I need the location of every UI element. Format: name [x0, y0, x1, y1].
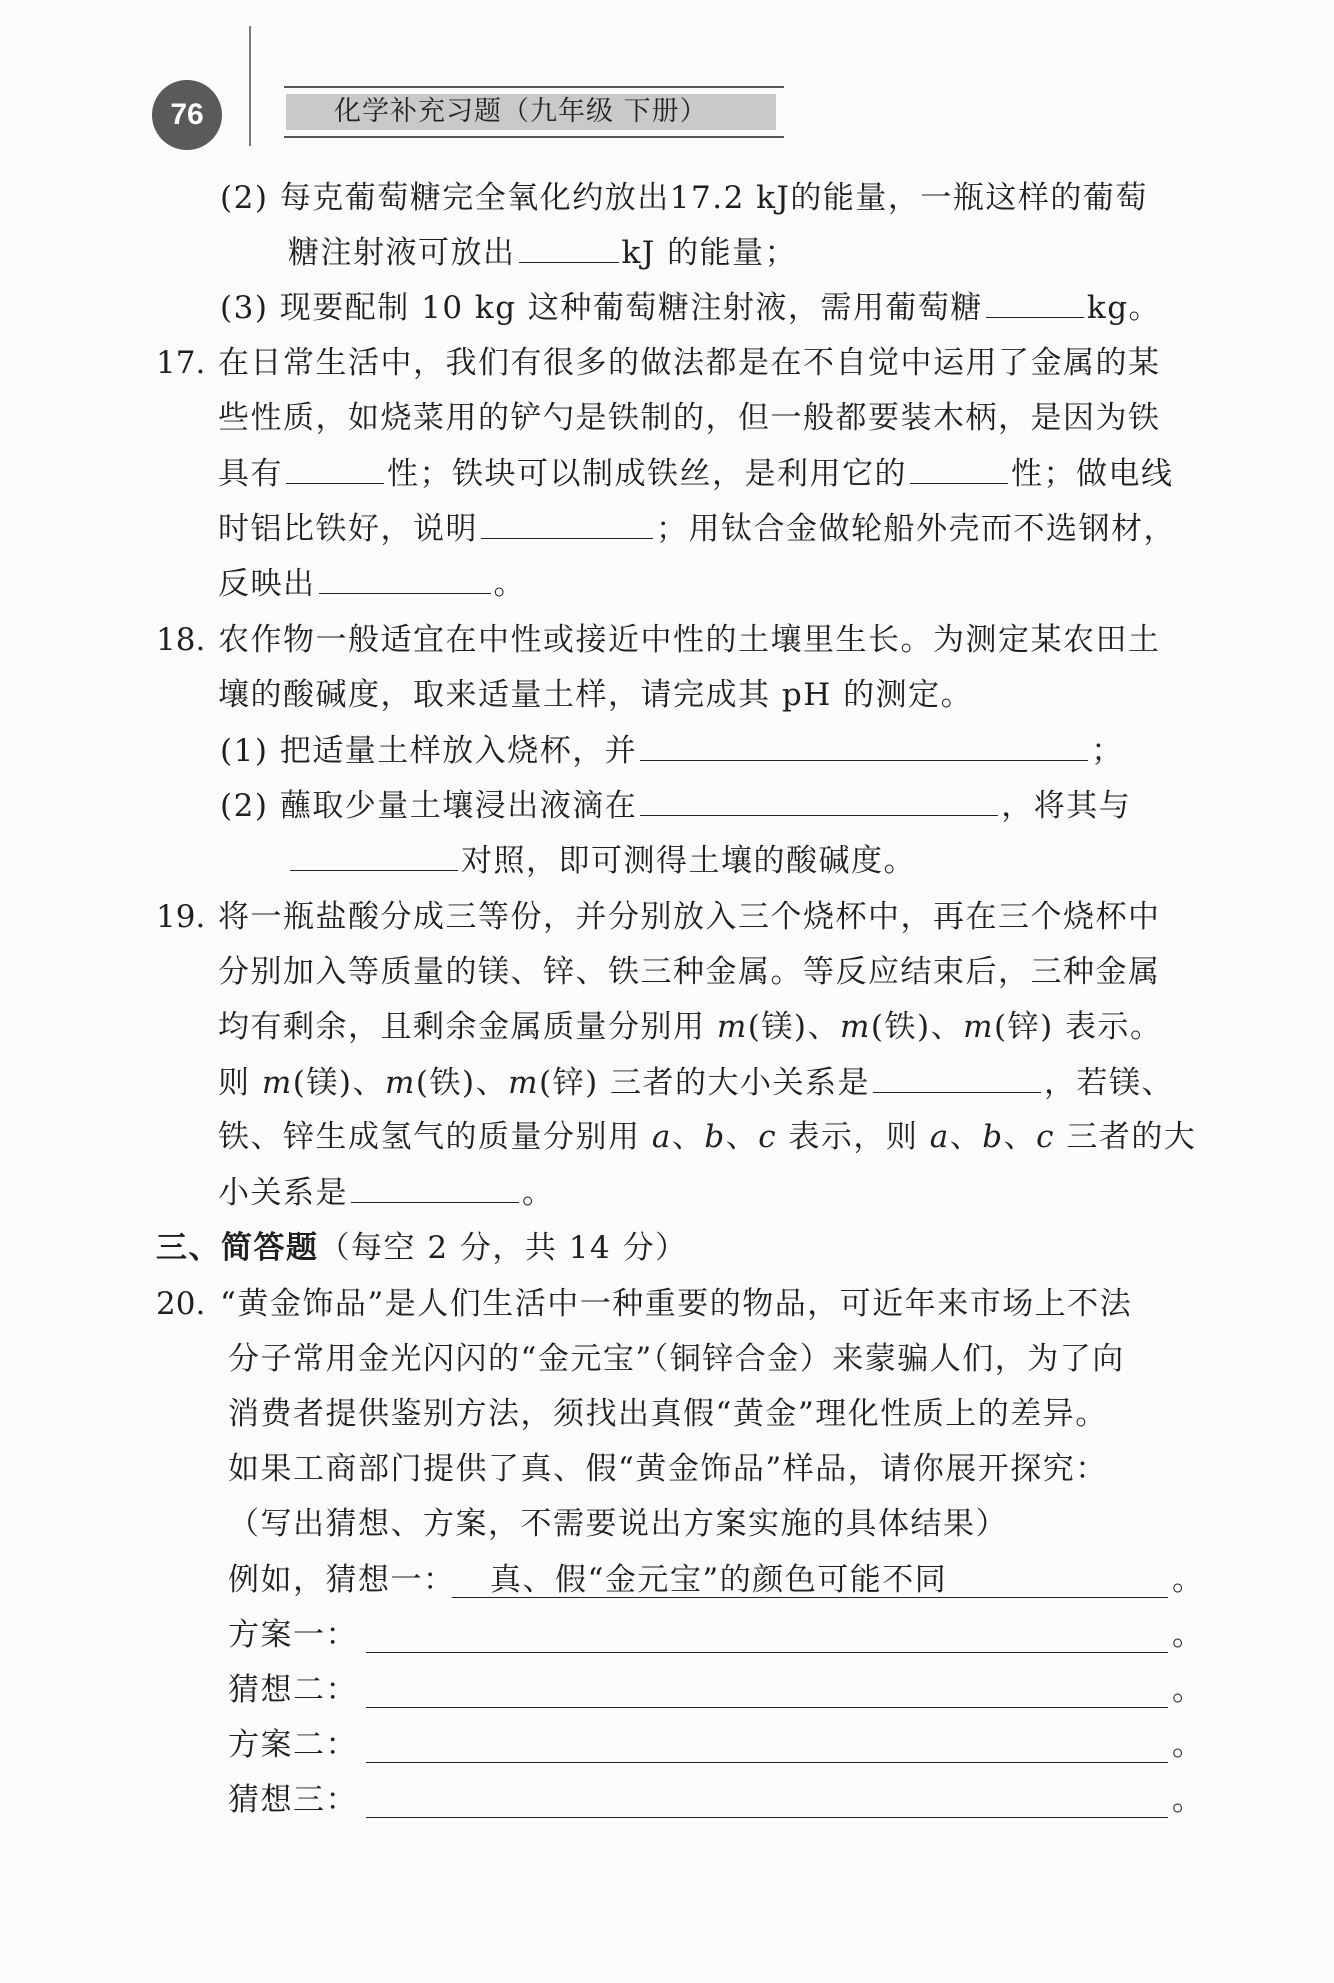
q17-line3: 具有 性；铁块可以制成铁丝，是利用它的 性；做电线	[218, 453, 1174, 494]
answer-blank[interactable]	[290, 840, 458, 871]
q18-number: 18.	[156, 622, 206, 658]
answer-blank[interactable]	[351, 1172, 519, 1203]
q19-line2: 分别加入等质量的镁、锌、铁三种金属。等反应结束后，三种金属	[218, 954, 1161, 990]
q20-line4: 如果工商部门提供了真、假“黄金饰品”样品，请你展开探究：	[228, 1451, 1108, 1487]
q18-part2: (2) 蘸取少量土壤浸出液滴在 ，将其与	[220, 785, 1131, 826]
answer-blank[interactable]	[873, 1062, 1041, 1093]
q17-line2: 些性质，如烧菜用的铲勺是铁制的，但一般都要装木柄，是因为铁	[218, 400, 1161, 436]
q20-line5: （写出猜想、方案，不需要说出方案实施的具体结果）	[228, 1506, 1008, 1542]
plan-2-answer-line[interactable]	[366, 1762, 1168, 1763]
q18-part1: (1) 把适量土样放入烧杯，并 ；	[220, 730, 1124, 771]
q16-part3: (3) 现要配制 10 kg 这种葡萄糖注射液，需用葡萄糖 kg。	[220, 287, 1161, 328]
q19-line4: 则 m(镁)、m(铁)、m(锌) 三者的大小关系是 ，若镁、	[218, 1062, 1174, 1103]
q20-line1: “黄金饰品”是人们生活中一种重要的物品，可近年来市场上不法	[220, 1286, 1133, 1322]
section-3-heading	[156, 1228, 688, 1268]
guess-3-label: 猜想三：	[228, 1782, 358, 1818]
plan-1-answer-line[interactable]	[366, 1652, 1168, 1653]
q18-line2: 壤的酸碱度，取来适量土样，请完成其 pH 的测定。	[218, 677, 974, 713]
q17-number: 17.	[156, 345, 206, 381]
answer-blank[interactable]	[286, 453, 384, 484]
q20-number: 20.	[156, 1286, 206, 1322]
guess-3-answer-line[interactable]	[366, 1817, 1168, 1818]
q19-line3: 均有剩余，且剩余金属质量分别用 m(镁)、m(铁)、m(锌) 表示。	[218, 1009, 1163, 1045]
answer-blank[interactable]	[481, 508, 653, 539]
q16-part2-line1: (2) 每克葡萄糖完全氧化约放出17.2 kJ的能量，一瓶这样的葡萄	[220, 180, 1148, 216]
header-title-box	[284, 86, 784, 138]
q20-line2: 分子常用金光闪闪的“金元宝”（铜锌合金）来蒙骗人们，为了向	[228, 1341, 1125, 1377]
period: 。	[1172, 1562, 1203, 1598]
q20-line3: 消费者提供鉴别方法，须找出真假“黄金”理化性质上的差异。	[228, 1396, 1108, 1432]
q17-line1: 在日常生活中，我们有很多的做法都是在不自觉中运用了金属的某	[218, 345, 1161, 381]
q19-line6: 小关系是 。	[218, 1172, 555, 1213]
q17-line5: 反映出 。	[218, 563, 526, 604]
q17-line4: 时铝比铁好，说明 ；用钛合金做轮船外壳而不选钢材，	[218, 508, 1176, 549]
book-title: 化学补充习题（九年级 下册）	[334, 96, 708, 127]
answer-blank[interactable]	[519, 232, 619, 263]
example-guess-answer: 真、假“金元宝”的颜色可能不同	[490, 1562, 948, 1598]
answer-blank[interactable]	[986, 287, 1084, 318]
q19-line1: 将一瓶盐酸分成三等份，并分别放入三个烧杯中，再在三个烧杯中	[218, 899, 1161, 935]
section-3-title: 三、简答题	[156, 1230, 319, 1266]
answer-blank[interactable]	[640, 785, 998, 816]
q19-number: 19.	[156, 899, 206, 935]
q16-part2-line2: 糖注射液可放出 kJ 的能量；	[288, 232, 797, 273]
q18-part2-cont: 对照，即可测得土壤的酸碱度。	[290, 840, 916, 881]
q18-line1: 农作物一般适宜在中性或接近中性的土壤里生长。为测定某农田土	[218, 622, 1161, 658]
section-3-score: （每空 2 分，共 14 分）	[318, 1230, 688, 1266]
period: 。	[1172, 1672, 1203, 1708]
guess-2-answer-line[interactable]	[366, 1707, 1168, 1708]
answer-blank[interactable]	[910, 453, 1008, 484]
page-number-badge: 76	[152, 80, 222, 150]
answer-blank[interactable]	[640, 730, 1088, 761]
header-divider	[249, 26, 251, 146]
q19-line5: 铁、锌生成氢气的质量分别用 a、b、c 表示，则 a、b、c 三者的大	[218, 1119, 1197, 1155]
answer-blank[interactable]	[319, 563, 491, 594]
period: 。	[1172, 1782, 1203, 1818]
guess-2-label: 猜想二：	[228, 1672, 358, 1708]
example-underline	[452, 1597, 1168, 1598]
period: 。	[1172, 1617, 1203, 1653]
period: 。	[1172, 1727, 1203, 1763]
plan-1-label: 方案一：	[228, 1617, 358, 1653]
plan-2-label: 方案二：	[228, 1727, 358, 1763]
example-guess-label: 例如，猜想一：	[228, 1562, 456, 1598]
